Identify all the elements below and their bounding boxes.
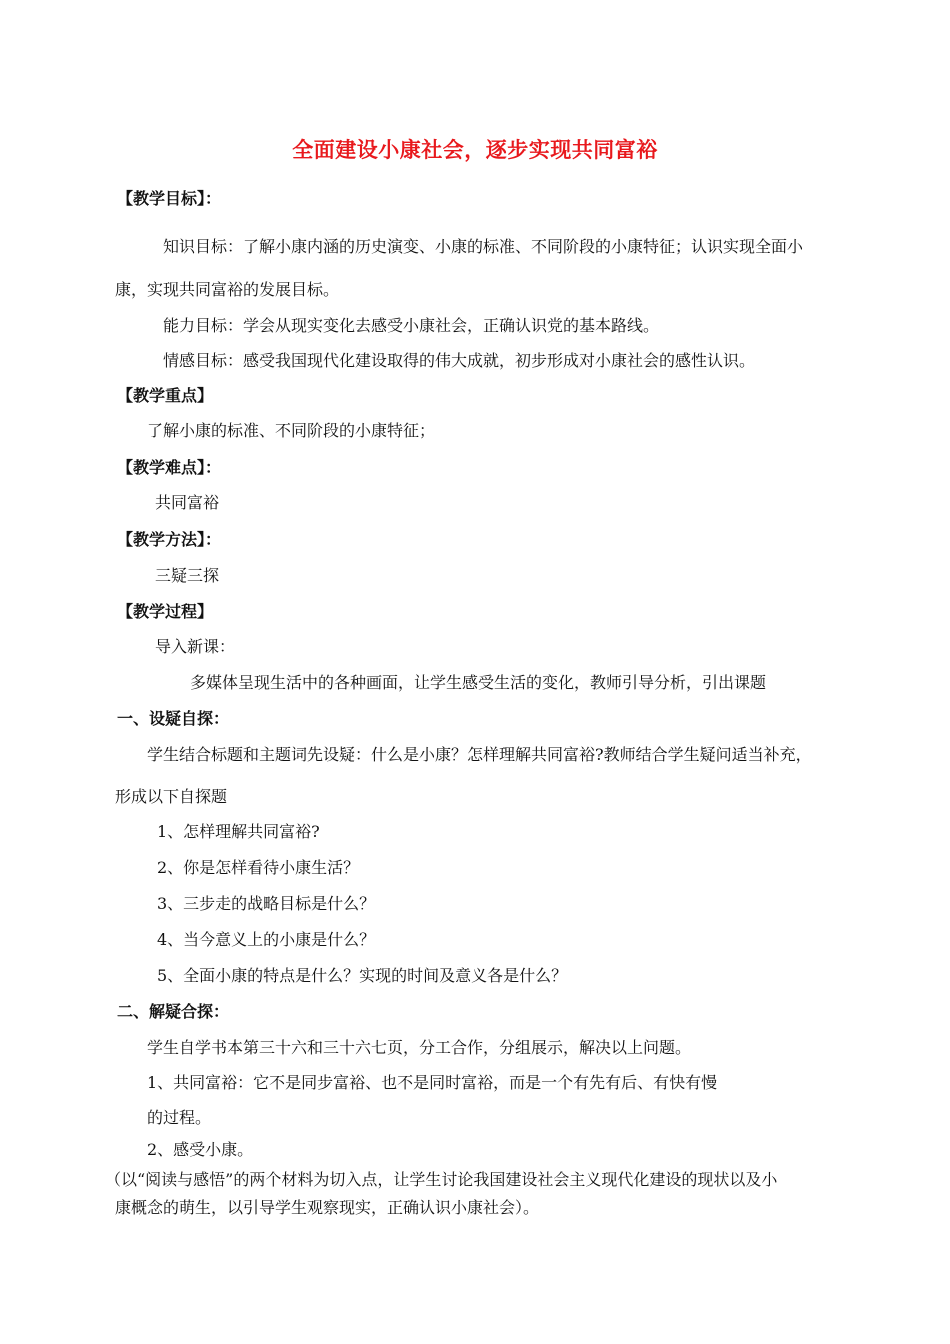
method-heading-text: 【教学方法】 <box>117 530 206 549</box>
difficulty-heading-text: 【教学难点】 <box>117 458 206 477</box>
method-heading <box>117 529 221 551</box>
question-item: 2、你是怎样看待小康生活？ <box>157 858 360 877</box>
emotion-objective: 情感目标：感受我国现代化建设取得的伟大成就，初步形成对小康社会的感性认识。 <box>163 351 756 370</box>
intro-label: 导入新课： <box>155 637 236 656</box>
ability-objective: 能力目标：学会从现实变化去感受小康社会，正确认识党的基本路线。 <box>163 316 660 335</box>
method-heading-colon: ： <box>205 530 222 549</box>
point1-line1: 1、共同富裕：它不是同步富裕、也不是同时富裕，而是一个有先有后、有快有慢 <box>147 1073 718 1092</box>
section2-heading: 二、解疑合探： <box>117 1002 230 1021</box>
objectives-heading-colon: ： <box>205 189 222 208</box>
page-title: 全面建设小康社会，逐步实现共同富裕 <box>292 137 658 162</box>
process-heading: 【教学过程】 <box>117 602 214 621</box>
note-line1: （以“阅读与感悟”的两个材料为切入点，让学生讨论我国建设社会主义现代化建设的现状以及小 <box>105 1170 778 1189</box>
question-item: 4、当今意义上的小康是什么？ <box>157 930 376 949</box>
section1-para-line2: 形成以下自探题 <box>115 787 228 806</box>
difficulty-text: 共同富裕 <box>155 493 220 512</box>
point2: 2、感受小康。 <box>147 1140 254 1159</box>
section1-heading: 一、设疑自探： <box>117 709 230 728</box>
section1-para-line1: 学生结合标题和主题词先设疑：什么是小康？怎样理解共同富裕?教师结合学生疑问适当补充， <box>147 745 812 764</box>
intro-text: 多媒体呈现生活中的各种画面，让学生感受生活的变化，教师引导分析，引出课题 <box>190 673 767 692</box>
objectives-heading-text: 【教学目标】 <box>117 189 206 208</box>
question-item: 1、怎样理解共同富裕? <box>157 822 320 841</box>
question-item: 5、全面小康的特点是什么？实现的时间及意义各是什么？ <box>157 966 568 985</box>
knowledge-objective-line2: 康，实现共同富裕的发展目标。 <box>115 280 340 299</box>
knowledge-objective-line1: 知识目标：了解小康内涵的历史演变、小康的标准、不同阶段的小康特征；认识实现全面小 <box>163 237 804 256</box>
question-item: 3、三步走的战略目标是什么？ <box>157 894 376 913</box>
objectives-heading <box>117 188 221 210</box>
key-points-text: 了解小康的标准、不同阶段的小康特征； <box>147 421 436 440</box>
method-text: 三疑三探 <box>155 566 220 585</box>
point1-line2: 的过程。 <box>147 1108 212 1127</box>
note-line2: 康概念的萌生，以引导学生观察现实，正确认识小康社会）。 <box>115 1198 540 1217</box>
section2-para: 学生自学书本第三十六和三十六七页，分工合作，分组展示，解决以上问题。 <box>147 1038 692 1057</box>
difficulty-heading-colon: ： <box>205 458 222 477</box>
key-points-heading: 【教学重点】 <box>117 386 214 405</box>
difficulty-heading <box>117 457 221 479</box>
